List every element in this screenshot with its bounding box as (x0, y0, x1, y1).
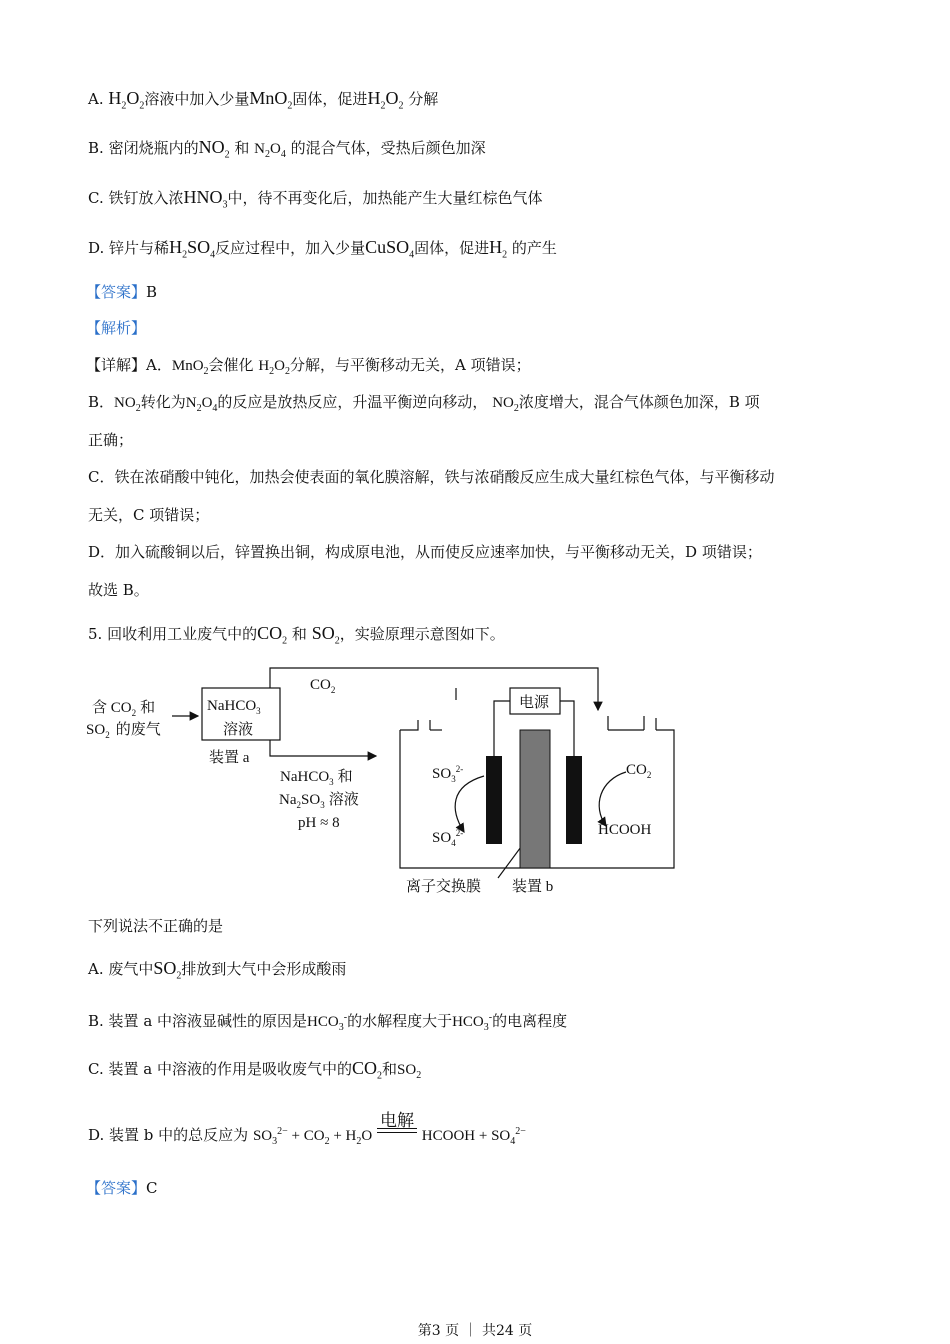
electrolysis-condition: 电解 (380, 1111, 414, 1131)
mix-pipe (270, 740, 376, 756)
q5-option-c: C. 装置 a 中溶液的作用是吸收废气中的$CO_2$和$SO_2$ (88, 1058, 422, 1082)
co2-right-label: $CO_2$ (626, 762, 652, 780)
mix-label: NaHCO$_3$ 和 (280, 769, 353, 787)
page-footer: 第3 页 ｜ 共24 页 (417, 1323, 533, 1339)
membrane-label: 离子交换膜 (406, 879, 482, 895)
q5-stem: 5. 回收利用工业废气中的$CO_2$ 和 $SO_2$，实验原理示意图如下。 (88, 623, 505, 647)
q5-option-a: A. 废气中$SO_2$排放到大气中会形成酸雨 (88, 958, 347, 982)
co2-top-label: $CO_2$ (310, 677, 336, 695)
q4-detail-b: B．$NO_2$转化为$N_2O_4$的反应是放热反应，升温平衡逆向移动， $NO_2$浓度增大，混合气体颜色加深，B 项 (88, 393, 760, 414)
q4-conclusion: 故选 B。 (88, 581, 149, 599)
ion-exchange-membrane (520, 730, 550, 868)
device-a-label: 装置 a (209, 750, 250, 766)
hcooh-label: HCOOH (598, 822, 652, 838)
wire-right (560, 701, 574, 756)
svg-text:SO2的废气: $SO_2$ 的废气 (86, 722, 161, 740)
q4-detail-c: C．铁在浓硝酸中钝化，加热会使表面的氧化膜溶解，铁与浓硝酸反应生成大量红棕色气体，与平衡移动 (88, 468, 775, 486)
experiment-diagram (80, 660, 700, 900)
anode (486, 756, 502, 844)
input-label: 含 $CO_2$ 和 (92, 700, 156, 718)
q5-answer: 【答案】C (86, 1179, 158, 1197)
wire-left (494, 701, 510, 756)
q5-question: 下列说法不正确的是 (88, 917, 224, 935)
so4-label: $SO_4^{2-}$ (432, 828, 464, 848)
so3-arrow (455, 776, 484, 832)
ph-label: pH ≈ 8 (298, 815, 340, 831)
q4-detail-a: 【详解】A．MnO$_2$会催化 $H_2O_2$分解，与平衡移动无关，A 项错误； (86, 356, 531, 377)
q4-analysis-tag: 【解析】 (86, 319, 147, 337)
device-b-label: 装置 b (512, 879, 554, 895)
so3-label: $SO_3^{2-}$ (432, 764, 464, 784)
q4-option-d: D. 锌片与稀$H_2SO_4$反应过程中，加入少量CuSO$_4$固体，促进$H_2$ 的产生 (88, 237, 557, 261)
q4-option-a: A. $H_2O_2$溶液中加入少量MnO$_2$固体，促进$H_2O_2$ 分解 (88, 88, 439, 112)
cathode (566, 756, 582, 844)
svg-text:溶液: 溶液 (223, 722, 254, 738)
q4-detail-c-cont: 无关，C 项错误； (88, 506, 210, 524)
svg-text:Na2SO3溶液: $Na_2SO_3$ 溶液 (279, 792, 359, 810)
q4-option-c: C. 铁钉放入浓$HNO_3$中，待不再变化后，加热能产生大量红棕色气体 (88, 187, 543, 211)
q4-option-b: B. 密闭烧瓶内的$NO_2$ 和 $N_2O_4$ 的混合气体，受热后颜色加深 (88, 137, 486, 161)
box-a-label: NaHCO$_3$ (207, 698, 261, 716)
q4-answer: 【答案】B (86, 283, 158, 301)
q5-option-b: B. 装置 a 中溶液显碱性的原因是$HCO_3^-$的水解程度大于$HCO_3^-$的电离程度 (88, 1012, 568, 1033)
q4-detail-d: D．加入硫酸铜以后，锌置换出铜，构成原电池，从而使反应速率加快，与平衡移动无关，D 项错误； (88, 543, 762, 561)
power-label: 电源 (519, 695, 550, 711)
q5-option-d: D. 装置 b 中的总反应为 $SO_3^{2-} + CO_2 + H_2O$ 电解 HCOOH + $SO_4^{2-}$ (88, 1111, 526, 1147)
co2-arrow (599, 772, 626, 826)
q4-detail-b-cont: 正确； (88, 431, 134, 449)
